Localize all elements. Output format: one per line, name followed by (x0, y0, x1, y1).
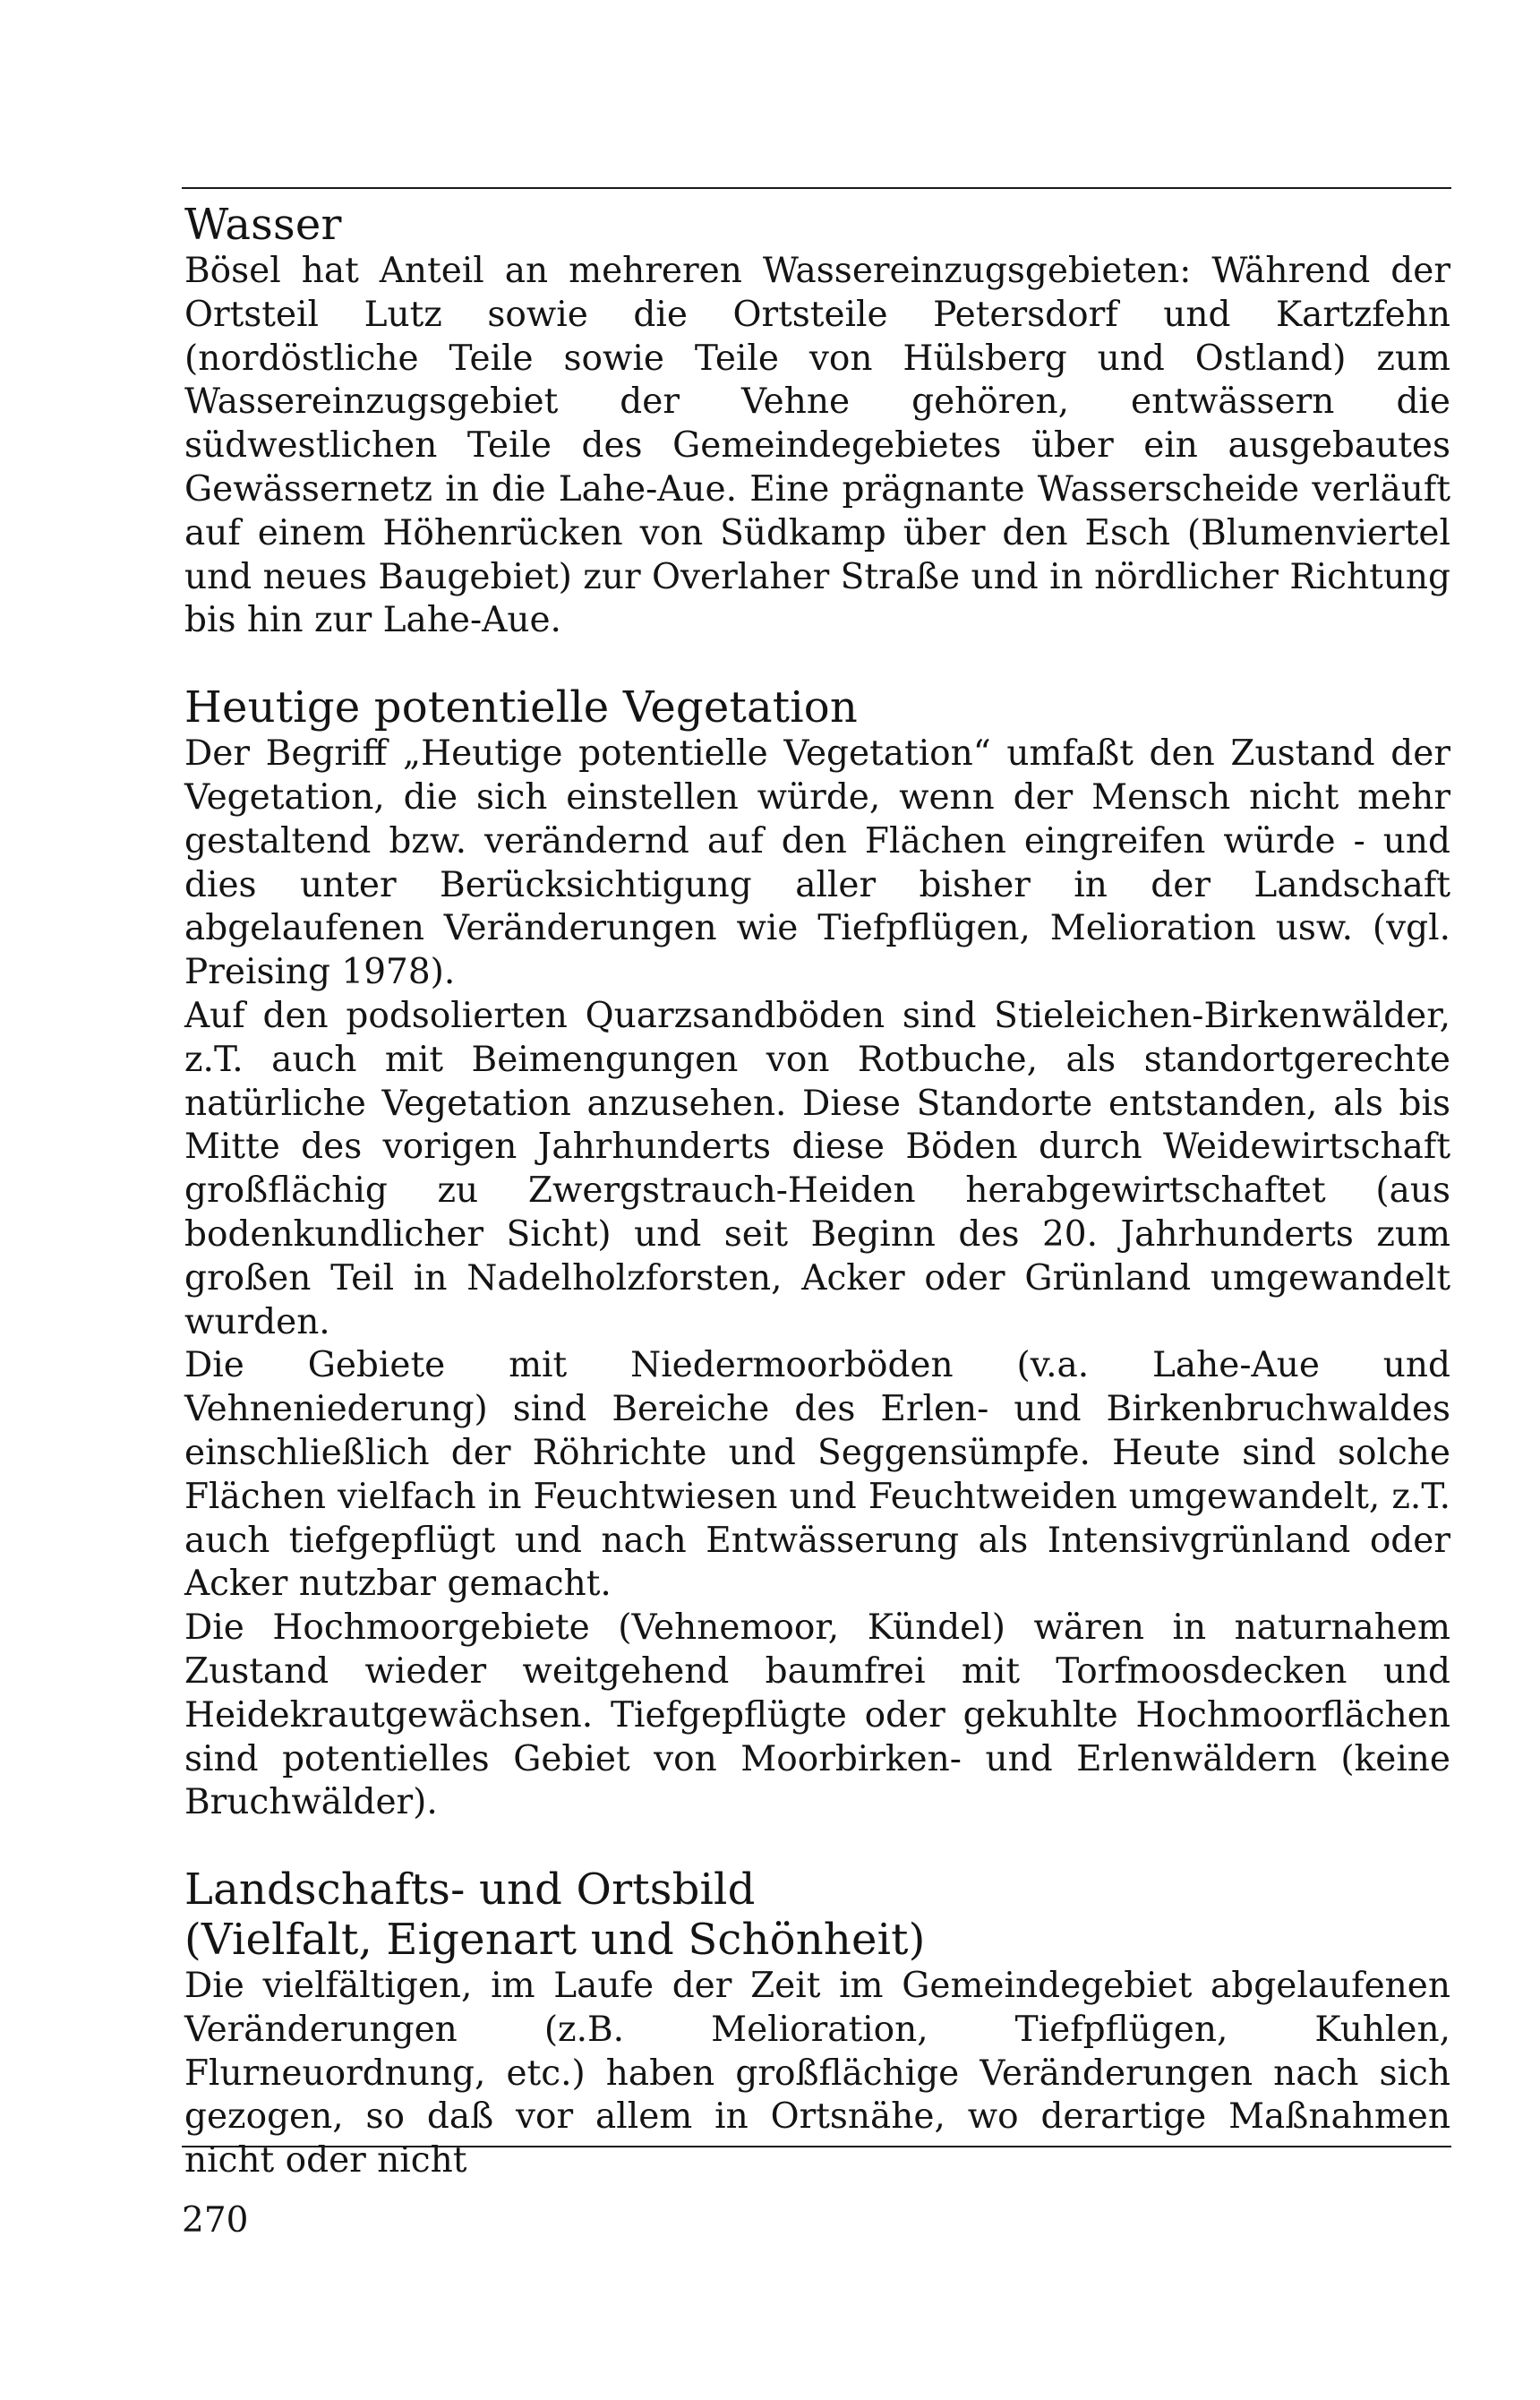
heading-line: Heutige potentielle Vegetation (184, 682, 859, 733)
section-heading (184, 682, 1450, 733)
paragraph: Der Begriff „Heutige potentielle Vegetation“ umfaßt den Zustand der Vegetation, die sich einstellen würde, wenn der Mensch nicht mehr gestaltend bzw. verändernd auf den Flächen eingreifen würde - und dies unter Berücksichtigung aller bisher in der Landschaft abgelaufenen Veränderungen wie Tiefpflügen, Melioration usw. (vgl. Preising 1978). (184, 733, 1450, 993)
heading-line: Wasser (184, 200, 342, 250)
top-rule (182, 187, 1451, 189)
section-vegetation (184, 682, 1450, 1825)
heading-line: (Vielfalt, Eigenart und Schönheit) (184, 1915, 926, 1966)
bottom-rule (182, 2146, 1451, 2147)
page-body (184, 200, 1450, 2183)
heading-line: Landschafts- und Ortsbild (184, 1864, 756, 1916)
section-heading (184, 200, 1450, 250)
section-heading (184, 1864, 1450, 1965)
section-wasser (184, 200, 1450, 643)
page-number: 270 (182, 2200, 249, 2241)
paragraph: Die Gebiete mit Niedermoorböden (v.a. Lahe-Aue und Vehneniederung) sind Bereiche des Erlen- und Birkenbruchwaldes einschließlich der Röhrichte und Seggensümpfe. Heute sind solche Flächen vielfach in Feuchtwiesen und Feuchtweiden umgewandelt, z.T. auch tiefgepflügt und nach Entwässerung als Intensivgrünland oder Acker nutzbar gemacht. (184, 1345, 1450, 1605)
paragraph: Auf den podsolierten Quarzsandböden sind Stieleichen-Birkenwälder, z.T. auch mit Beimengungen von Rotbuche, als standortgerechte natürliche Vegetation anzusehen. Diese Standorte entstanden, als bis Mitte des vorigen Jahrhunderts diese Böden durch Weidewirtschaft großflächig zu Zwergstrauch-Heiden herabgewirtschaftet (aus bodenkundlicher Sicht) und seit Beginn des 20. Jahrhunderts zum großen Teil in Nadelholzforsten, Acker oder Grünland umgewandelt wurden. (184, 995, 1450, 1342)
paragraph: Bösel hat Anteil an mehreren Wassereinzugsgebieten: Während der Ortsteil Lutz sowie die Ortsteile Petersdorf und Kartzfehn (nordöstliche Teile sowie Teile von Hülsberg und Ostland) zum Wassereinzugsgebiet der Vehne gehören, entwässern die südwestlichen Teile des Gemeindegebietes über ein ausgebautes Gewässernetz in die Lahe-Aue. Eine prägnante Wasserscheide verläuft auf einem Höhenrücken von Südkamp über den Esch (Blumenviertel und neues Baugebiet) zur Overlaher Straße und in nördlicher Richtung bis hin zur Lahe-Aue. (184, 251, 1450, 641)
paragraph: Die vielfältigen, im Laufe der Zeit im Gemeindegebiet abgelaufenen Veränderungen (z.B. Melioration, Tiefpflügen, Kuhlen, Flurneuordnung, etc.) haben großflächige Veränderungen nach sich gezogen, so daß vor allem in Ortsnähe, wo derartige Maßnahmen nicht oder nicht (184, 1966, 1450, 2181)
section-landschaftsbild (184, 1864, 1450, 2183)
paragraph: Die Hochmoorgebiete (Vehnemoor, Kündel) wären in naturnahem Zustand wieder weitgehend baumfrei mit Torfmoosdecken und Heidekrautgewächsen. Tiefgepflügte oder gekuhlte Hochmoorflächen sind potentielles Gebiet von Moorbirken- und Erlenwäldern (keine Bruchwälder). (184, 1607, 1450, 1823)
